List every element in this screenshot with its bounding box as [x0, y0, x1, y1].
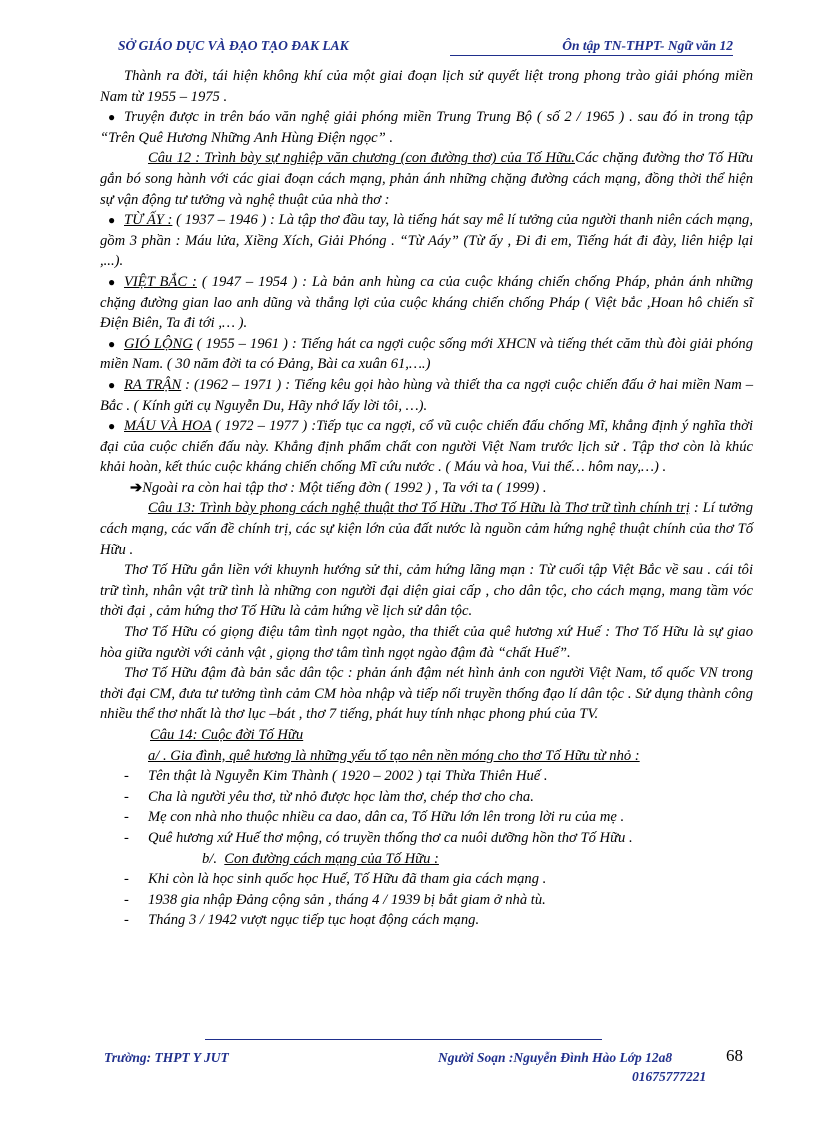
list-item: - Tên thật là Nguyễn Kim Thành ( 1920 – 2002 ) tại Thừa Thiên Huế . — [124, 768, 548, 785]
bullet-item: ● VIỆT BẮC : ( 1947 – 1954 ) : Là bản anh hùng ca của cuộc kháng chiến chống Pháp, phản ánh những chặng đường gian lao anh dũng và thắng lợi của cuộc kháng chiến chống Pháp ( Việt bắc ,Hoan hô chiến sĩ Điện Biên, Ta đi tới ,… ). — [100, 273, 754, 332]
bullet-item: ● GIÓ LỘNG ( 1955 – 1961 ) : Tiếng hát ca ngợi cuộc sống mới XHCN và tiếng thét căm thù đòi giải phóng miền Nam. ( 30 năm đời ta có Đảng, Bài ca xuân 61,….) — [100, 335, 754, 373]
bullet-icon: ● — [108, 336, 116, 351]
question-13: Câu 13: Trình bày phong cách nghệ thuật thơ Tố Hữu .Thơ Tố Hữu là Thơ trữ tình chính trị : Lí tưởng cách mạng, các vấn đề chính trị, các sự kiện lớn của đất nước là nguồn cảm hứng nghệ thuật chính của thơ Tố Hữu . — [100, 500, 754, 558]
paragraph: Thơ Tố Hữu đậm đà bản sắc dân tộc : phản ánh đậm nét hình ảnh con người Việt Nam, tổ quốc VN trong thời đại CM, đưa tư tưởng tình cảm CM hòa nhập và tiếp nối truyền thống đạo lí dân tộc . Sử dụng thành công nhiều thể thơ nhất là thơ lục –bát , thơ 7 tiếng, phát huy tính nhạc phong phú của TV. — [100, 665, 753, 723]
document-body — [100, 66, 753, 931]
list-item: - Mẹ con nhà nho thuộc nhiều ca dao, dân ca, Tố Hữu lớn lên trong lời ru của mẹ . — [124, 809, 625, 826]
list-item: - Quê hương xứ Huế thơ mộng, có truyền thống thơ ca nuôi dưỡng hồn thơ Tố Hữu . — [124, 829, 633, 846]
section-a-title: a/ . Gia đình, quê hương là những yếu tố tạo nên nền móng cho thơ Tố Hữu từ nhỏ : — [148, 747, 640, 764]
footer-phone: 01675777221 — [632, 1069, 707, 1084]
bullet-item: ● MÁU VÀ HOA ( 1972 – 1977 ) :Tiếp tục ca ngợi, cổ vũ cuộc chiến đấu chống Mĩ, khẳng định ý nghĩa thời đại của cuộc chiến đấu này. Khẳng định phẩm chất con người Việt Nam trước lịch sử . Tập thơ còn là khúc khải hoàn, kết thúc cuộc kháng chiến chống Mĩ cứu nước . ( Máu và hoa, Vui thế… hôm nay,…) . — [100, 418, 753, 476]
question-14 — [100, 725, 753, 746]
footer-divider — [205, 1039, 602, 1040]
paragraph: Thành ra đời, tái hiện không khí của một giai đoạn lịch sử quyết liệt trong phong trào giải phóng miền Nam từ 1955 – 1975 . — [100, 68, 753, 105]
paragraph: Thơ Tố Hữu gắn liền với khuynh hướng sử thi, cảm hứng lãng mạn : Từ cuối tập Việt Bắc về sau . cái tôi trữ tình, nhân vật trữ tình là những con người đại diện giai cấp , cho dân tộc, cho cách mạng, mang tầm vóc thời đại , cảm hứng thơ Tố Hữu là cảm hứng về lịch sử dân tộc. — [100, 562, 753, 620]
question-14-title: Câu 14: Cuộc đời Tố Hữu — [150, 727, 304, 743]
paragraph: Thơ Tố Hữu có giọng điệu tâm tình ngọt ngào, tha thiết của quê hương xứ Huế : Thơ Tố Hữu là sự giao hòa giữa người với cảnh vật , giọng thơ tâm tình ngọt ngào đậm đà “chất Huế”. — [100, 624, 753, 661]
header-right: Ôn tập TN-THPT- Ngữ văn 12 — [450, 38, 733, 56]
list-item: - Tháng 3 / 1942 vượt ngục tiếp tục hoạt động cách mạng. — [124, 912, 480, 929]
bullet-icon: ● — [108, 377, 116, 392]
question-12: Câu 12 : Trình bày sự nghiệp văn chương (con đường thơ) của Tố Hữu.Các chặng đường thơ Tố Hữu gắn bó song hành với các giai đoạn cách mạng, phản ánh những chặng đường cách mạng, đồng thời thể hiện sự vận động tư tưởng và nghệ thuật của nhà thơ : — [100, 150, 753, 208]
list-item: - 1938 gia nhập Đảng cộng sản , tháng 4 / 1939 bị bắt giam ở nhà tù. — [124, 891, 546, 908]
footer-author: Người Soạn :Nguyễn Đình Hào Lớp 12a8 — [438, 1050, 673, 1065]
arrow-note: ➔Ngoài ra còn hai tập thơ : Một tiếng đờn ( 1992 ) , Ta với ta ( 1999) . — [130, 479, 547, 496]
arrow-icon: ➔ — [130, 479, 143, 496]
page-number: 68 — [726, 1046, 743, 1065]
list-item: - Cha là người yêu thơ, từ nhỏ được học làm thơ, chép thơ cho cha. — [124, 788, 534, 805]
bullet-item: ● Truyện được in trên báo văn nghệ giải phóng miền Trung Trung Bộ ( số 2 / 1965 ) . sau đó in trong tập “Trên Quê Hương Những Anh Hùng Điện ngọc” . — [100, 109, 753, 146]
bullet-icon: ● — [108, 213, 116, 228]
bullet-icon: ● — [108, 110, 116, 125]
question-12-title: Câu 12 : Trình bày sự nghiệp văn chương (con đường thơ) của Tố Hữu. — [148, 150, 575, 167]
footer-school: Trường: THPT Y JUT — [104, 1050, 229, 1065]
bullet-item: ● TỪ ẤY : ( 1937 – 1946 ) : Là tập thơ đầu tay, là tiếng hát say mê lí tưởng của người thanh niên cách mạng, gồm 3 phần : Máu lửa, Xiềng Xích, Giải Phóng . “Từ Aáy” (Từ ấy , Đi đi em, Tiếng hát đi đày, liên hiệp lại ,...). — [100, 212, 753, 270]
question-13-title: Câu 13: Trình bày phong cách nghệ thuật thơ Tố Hữu .Thơ Tố Hữu là Thơ trữ tình chính trị — [148, 500, 690, 517]
bullet-icon: ● — [108, 274, 116, 289]
bullet-item: ● RA TRẬN : (1962 – 1971 ) : Tiếng kêu gọi hào hùng và thiết tha ca ngợi cuộc chiến đấu ở hai miền Nam –Bắc . ( Kính gửi cụ Nguyễn Du, Hãy nhớ lấy lời tôi, …). — [100, 376, 753, 414]
header-left: SỞ GIÁO DỤC VÀ ĐẠO TẠO ĐAK LAK — [118, 38, 349, 53]
section-b-title: b/. Con đường cách mạng của Tố Hữu : — [202, 850, 439, 867]
bullet-icon: ● — [108, 419, 116, 434]
list-item: - Khi còn là học sinh quốc học Huế, Tố Hữu đã tham gia cách mạng . — [124, 871, 547, 888]
